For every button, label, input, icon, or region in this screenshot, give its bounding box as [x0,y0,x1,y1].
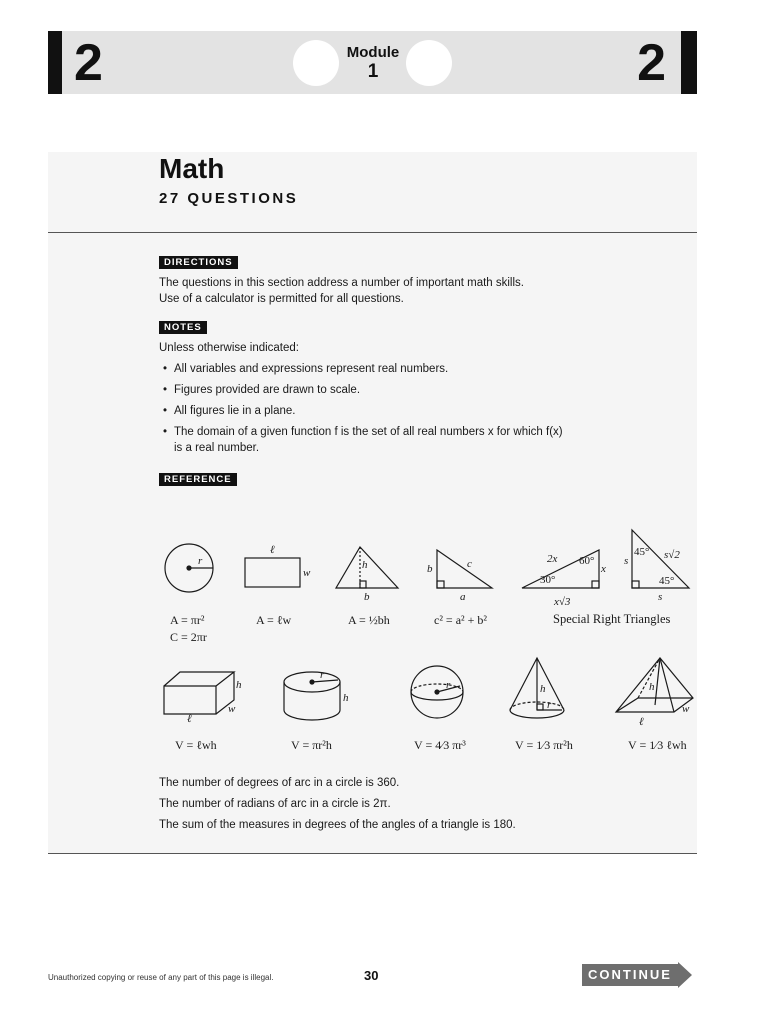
label-c: c [467,558,472,570]
label-w: w [303,567,311,579]
circle-figure [165,544,213,592]
label-45a: 45° [634,546,650,558]
box-figure [164,672,242,725]
module-label [338,44,408,82]
formula-triangle-area: A = ½bh [348,613,390,627]
left-section-bar [48,31,62,94]
label-l: ℓ [270,544,275,556]
notes-tag: NOTES [159,321,207,334]
label-h: h [362,559,368,571]
label-2x: 2x [547,553,558,565]
title-panel [48,152,697,232]
fact-radians: The number of radians of arc in a circle is 2π. [159,798,391,810]
note-bullet: • All variables and expressions represent real numbers. [163,363,449,375]
label-w: w [228,703,236,715]
section-number-right: 2 [637,34,666,92]
cylinder-figure [284,669,349,720]
decorative-circle-right [406,40,452,86]
label-30: 30° [540,574,556,586]
label-h: h [540,683,546,695]
triangle-figure [336,547,398,603]
label-h: h [649,681,655,693]
label-s: s [624,555,629,567]
label-r: r [547,699,552,711]
formula-cylinder-volume: V = πr²h [291,738,332,752]
copyright-notice: Unauthorized copying or reuse of any part of this page is illegal. [48,973,274,982]
label-b: b [364,591,370,603]
question-count: 27 QUESTIONS [159,190,299,207]
label-h: h [343,692,349,704]
label-r: r [198,555,203,567]
special-right-triangles-label: Special Right Triangles [553,612,671,626]
formula-cone-volume: V = 1⁄3 πr²h [515,738,573,752]
label-s-root2: s√2 [664,549,680,561]
reference-tag: REFERENCE [159,473,237,486]
right-triangle-figure [427,550,492,603]
continue-label: CONTINUE [588,967,672,982]
directions-tag: DIRECTIONS [159,256,238,269]
label-b: b [427,563,433,575]
reference-figures [48,520,708,740]
section-header [48,31,697,94]
label-r: r [446,679,451,691]
formula-pythagorean: c² = a² + b² [434,613,487,627]
module-word: Module [346,44,400,61]
label-l: ℓ [639,716,644,728]
cone-figure [510,658,564,718]
module-number: 1 [367,61,379,82]
continue-button[interactable] [582,962,692,988]
formula-circle-area: A = πr² [170,613,205,627]
triangle-30-60-90 [522,550,606,608]
label-60: 60° [579,555,595,567]
divider-bottom [48,853,697,854]
fact-triangle-sum: The sum of the measures in degrees of the angles of a triangle is 180. [159,819,516,831]
page-number: 30 [364,968,379,983]
formula-pyramid-volume: V = 1⁄3 ℓwh [628,738,687,752]
formula-circle-circumference: C = 2πr [170,630,207,644]
formula-rectangle-area: A = ℓw [256,613,292,627]
label-x-root3: x√3 [554,596,571,608]
label-s: s [658,591,663,603]
decorative-circle-left [293,40,339,86]
section-number-left: 2 [74,34,103,92]
label-r: r [320,669,325,681]
page-title: Math [159,153,225,184]
formula-sphere-volume: V = 4⁄3 πr³ [414,738,466,752]
label-x: x [601,563,606,575]
note-bullet: • All figures lie in a plane. [163,405,296,417]
directions-line-2: Use of a calculator is permitted for all questions. [159,293,404,305]
directions-line-1: The questions in this section address a number of important math skills. [159,277,524,289]
pyramid-figure [616,658,693,728]
note-bullet: • The domain of a given function f is the set of all real numbers x for which f(x) is a real number. [163,426,563,454]
label-l: ℓ [187,713,192,725]
right-section-bar [681,31,697,94]
note-bullet: • Figures provided are drawn to scale. [163,384,361,396]
formula-box-volume: V = ℓwh [175,738,217,752]
label-a: a [460,591,466,603]
fact-degrees: The number of degrees of arc in a circle is 360. [159,777,400,789]
sphere-figure [411,666,463,718]
triangle-45-45-90 [624,530,689,603]
label-w: w [682,703,690,715]
label-45b: 45° [659,575,675,587]
rectangle-figure [245,544,311,587]
label-h: h [236,679,242,691]
notes-intro: Unless otherwise indicated: [159,342,299,354]
